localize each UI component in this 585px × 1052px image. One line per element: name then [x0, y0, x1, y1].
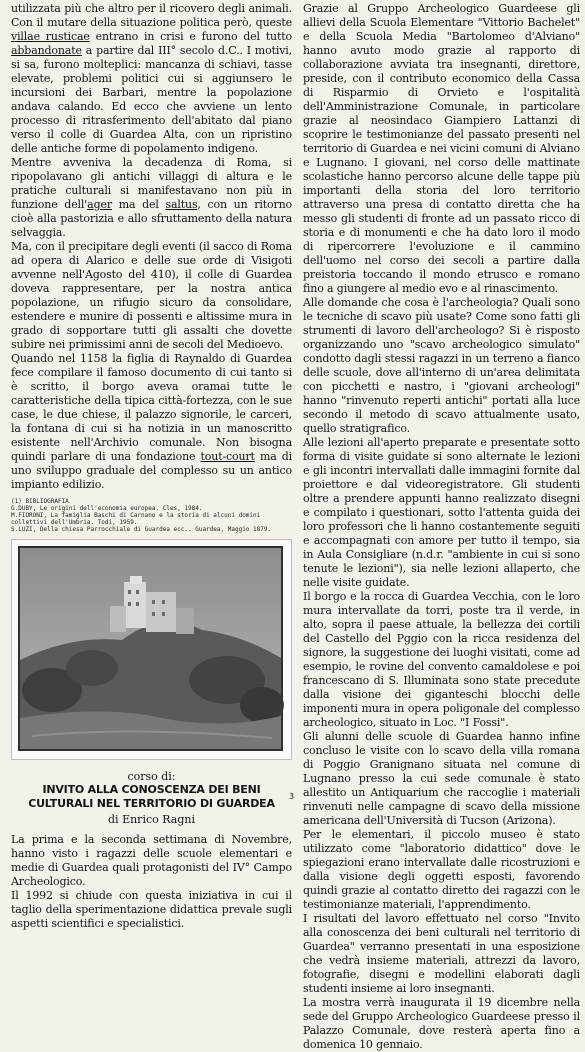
underlined-term: ager	[87, 198, 112, 211]
body-paragraph: Il 1992 si chiude con questa iniziativa in cui il taglio della sperimentazione didattica prevale sugli aspetti scientifici e specialistici.	[11, 889, 292, 930]
body-paragraph: Per le elementari, il piccolo museo è stato utilizzato come "laboratorio didattico" dove le spiegazioni erano intervallate dalle ricostruzioni e dalla visione degli oggetti esposti, favorendo quindi grazie al contatto diretto dei ragazzi con le testimonianze materiali, l'apprendimento.	[303, 828, 580, 911]
body-paragraph: I risultati del lavoro effettuato nel corso "Invito alla conoscenza dei beni culturali nel territorio di Guardea" verranno presentati in una esposizione che vedrà insieme materiali, attrezzi da lavoro, fotografie, disegni e modellini elaborati dagli studenti insieme ai loro insegnanti.	[303, 912, 580, 995]
body-paragraph: Alle domande che cosa è l'archeologia? Quali sono le tecniche di scavo più usate? Come sono fatti gli strumenti di lavoro dell'archeologo? Si è risposto organizzando uno "scavo archeologico simulato" condotto dagli stessi ragazzi in un terreno a fianco delle scuole, dove all'interno di un'area delimitata con picchetti e nastro, i "giovani archeologi" hanno "rinvenuto reperti antichi" portati alla luce secondo il metodo di scavo attualmente usato, quello stratigrafico.	[303, 296, 580, 435]
bibliography-entry: S.LUZI, Della chiesa Parrocchiale di Guardea ecc.. Guardea, Maggio 1879.	[11, 526, 272, 533]
landscape-illustration	[12, 540, 291, 759]
underlined-term: villae rusticae	[11, 30, 90, 43]
body-paragraph: Grazie al Gruppo Archeologico Guardeese gli allievi della Scuola Elementare "Vittorio Bachelet" e della Scuola Media "Bartolomeo d'Alviano" hanno avuto modo grazie al rapporto di collaborazione avviata tra insegnanti, direttore, preside, con il contributo economico della Cassa di Risparmio di Orvieto e l'ospitalità dell'Amministrazione Comunale, in particolare grazie al neosindaco Giampiero Lattanzi di scoprire le testimonianze del passato presenti nel territorio di Guardea e nei vicini comuni di Alviano e Lugnano. I giovani, nel corso delle mattinate scolastiche hanno percorso alcune delle tappe più importanti della storia del loro territorio attraverso una presa di contatto diretta che ha messo gli studenti di fronte ad un passato ricco di storia e di monumenti e che ha dato loro il modo di ripercorrere l'evoluzione e il cammino dell'uomo nel corso dei secoli a partire dalla preistoria toccando il mondo etrusco e romano fino a giungere al medio evo e al rinascimento.	[303, 2, 580, 295]
article-title: INVITO ALLA CONOSCENZA DEI BENI CULTURALI NEL TERRITORIO DI GUARDEA	[28, 783, 275, 810]
body-paragraph: Il borgo e la rocca di Guardea Vecchia, con le loro mura intervallate da torri, poste tra il verde, in alto, sopra il paese attuale, la bellezza dei cortili del Castello del Pggio con la ricca residenza del signore, la suggestione dei luoghi visitati, come ad esempio, le rovine del convento camaldolese e poi francescano di S. Illuminata sono state precedute dalla visione dei giganteschi blocchi delle imponenti mura in opera poligonale del complesso archeologico, situato in Loc. "I Fossi".	[303, 590, 580, 729]
bibliography-entry: G.DUBY, Le origini dell'economia europea. Cles, 1984.	[11, 505, 203, 512]
underlined-term: saltus	[165, 198, 198, 211]
right-column	[303, 2, 580, 1052]
body-paragraph: La mostra verrà inaugurata il 19 dicembre nella sede del Gruppo Archeologico Guardeese presso il Palazzo Comunale, dove resterà aperta fino a domenica 10 gennaio.	[303, 996, 580, 1051]
body-paragraph: Quando nel 1158 la figlia di Raynaldo di Guardea fece compilare il famoso documento di cui tanto si è scritto, il borgo aveva oramai tutte le caratteristiche della tipica città-fortezza, con le sue case, le due chiese, il palazzo signorile, le carceri, la fontana di cui si ha notizia in un manoscritto esistente nell'Archivio comunale. Non bisogna quindi parlare di una fondazione tout-court ma di uno sviluppo graduale del complesso su un antico impianto edilizio.	[11, 352, 292, 491]
body-paragraph: Alle lezioni all'aperto preparate e presentate sotto forma di visite guidate si sono alternate le lezioni e gli incontri intervallati dalle immagini fornite dal proiettore e dal videoregistratore. Gli studenti oltre a prendere appunti hanno realizzato disegni e compilato i questionari, sotto l'attenta guida dei loro professori che li hanno costantemente seguiti e accompagnati con amore per tutto il tempo, sia in Aula Consigliare (n.d.r. "ambiente in cui si sono tenute le lezioni"), sia nelle lezioni allaperto, che nelle visite guidate.	[303, 436, 580, 589]
underlined-term: abbandonate	[11, 44, 82, 57]
body-paragraph: Ma, con il precipitare degli eventi (il sacco di Roma ad opera di Alarico e delle sue orde di Visigoti avvenne nell'Agosto del 410), il colle di Guardea doveva rappresentare, per la nostra antica popolazione, un rifugio sicuro da consolidare, estendere e munire di possenti e altissime mura in grado di sopportare tutti gli assalti che dovette subire nei primissimi anni de secoli del Medioevo.	[11, 240, 292, 351]
left-column	[11, 2, 295, 931]
article-author: di Enrico Ragni	[108, 813, 195, 826]
article-caption	[11, 770, 295, 827]
body-paragraph: Mentre avveniva la decadenza di Roma, si ripopolavano gli antichi villaggi di altura e le pratiche culturali si manifestavano non più in funzione dell'ager ma del saltus, con un ritorno cioè alla pastorizia e allo sfruttamento della natura selvaggia.	[11, 156, 292, 239]
underlined-term: tout-court	[200, 450, 255, 463]
body-paragraph: utilizzata più che altro per il ricovero degli animali. Con il mutare della situazione politica però, queste villae rusticae entrano in crisi e furono del tutto abbandonate a partire dal III° secolo d.C.. I motivi, si sa, furono molteplici: mancanza di schiavi, tasse elevate, problemi politici cui si aggiunsero le incursioni dei Barbari, mentre la popolazione andava calando. Ed ecco che avviene un lento processo di ritrasferimento dell'abitato dal piano verso il colle di Guardea Alta, con un ripristino delle antiche forme di popolamento indigeno.	[11, 2, 292, 155]
article-intro	[11, 833, 292, 931]
page-number: 3	[289, 792, 295, 801]
bibliography	[11, 498, 292, 533]
bibliography-entry: M.FIORONI, La famiglia Baschi di Carnano e la storia di alcuni domini collettivi dell'Umbria. Todi, 1959.	[11, 512, 261, 526]
body-paragraph: Gli alunni delle scuole di Guardea hanno infine concluso le visite con lo scavo della villa romana di Poggio Granignano situata nel comune di Lugnano presso la cui sede comunale è stato allestito un Antiquarium che raccoglie i materiali rinvenuti nelle campagne di scavo della missione americana dell'Università di Tucson (Arizona).	[303, 730, 580, 827]
photo-guardea-landscape	[11, 539, 292, 760]
body-paragraph: La prima e la seconda settimana di Novembre, hanno visto i ragazzi delle scuole elementari e medie di Guardea quali protagonisti del IV° Campo Archeologico.	[11, 833, 292, 888]
course-label: corso di:	[127, 770, 176, 783]
bibliography-heading: (1) BIBLIOGRAFIA	[11, 498, 69, 505]
